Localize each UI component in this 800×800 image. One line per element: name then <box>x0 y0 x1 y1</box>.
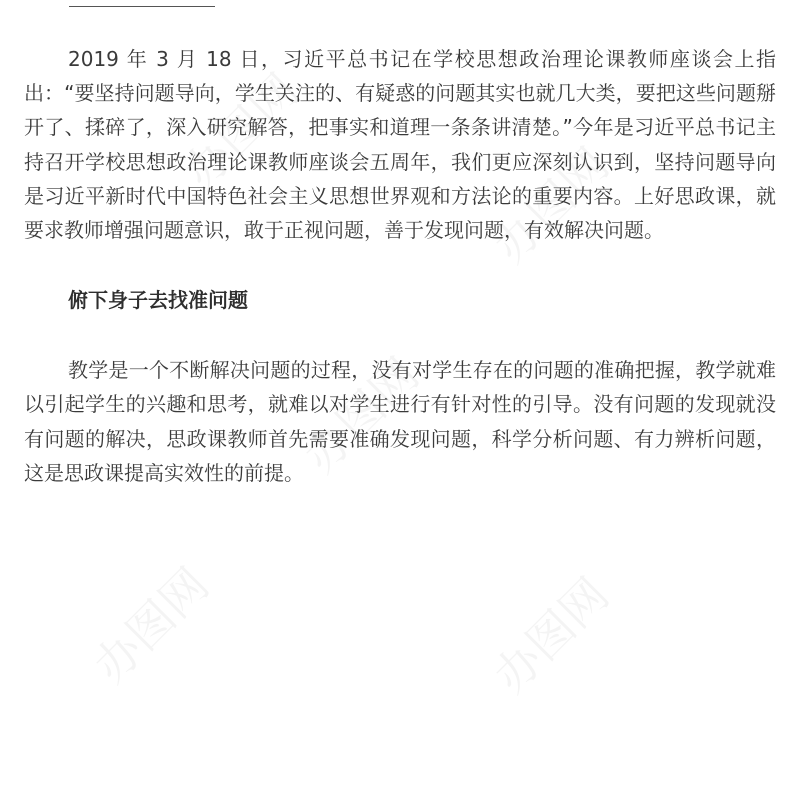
watermark <box>77 551 221 695</box>
top-divider <box>69 6 215 7</box>
watermark <box>477 561 621 705</box>
section-heading: 俯下身子去找准问题 <box>68 288 248 313</box>
article-body <box>24 42 776 490</box>
article-paragraph: 2019 年 3 月 18 日，习近平总书记在学校思想政治理论课教师座谈会上指出：“要坚持问题导向，学生关注的、有疑惑的问题其实也就几大类，要把这些问题掰开了、揉碎了，深入研究解答，把事实和道理一条条讲清楚。”今年是习近平总书记主持召开学校思想政治理论课教师座谈会五周年，我们更应深刻认识到，坚持问题导向是习近平新时代中国特色社会主义思想世界观和方法论的重要内容。上好思政课，就要求教师增强问题意识，敢于正视问题，善于发现问题，有效解决问题。 <box>24 47 776 243</box>
article-paragraph: 教学是一个不断解决问题的过程，没有对学生存在的问题的准确把握，教学就难以引起学生的兴趣和思考，就难以对学生进行有针对性的引导。没有问题的发现就没有问题的解决，思政课教师首先需要准确发现问题，科学分析问题、有力辨析问题，这是思政课提高实效性的前提。 <box>24 358 776 485</box>
